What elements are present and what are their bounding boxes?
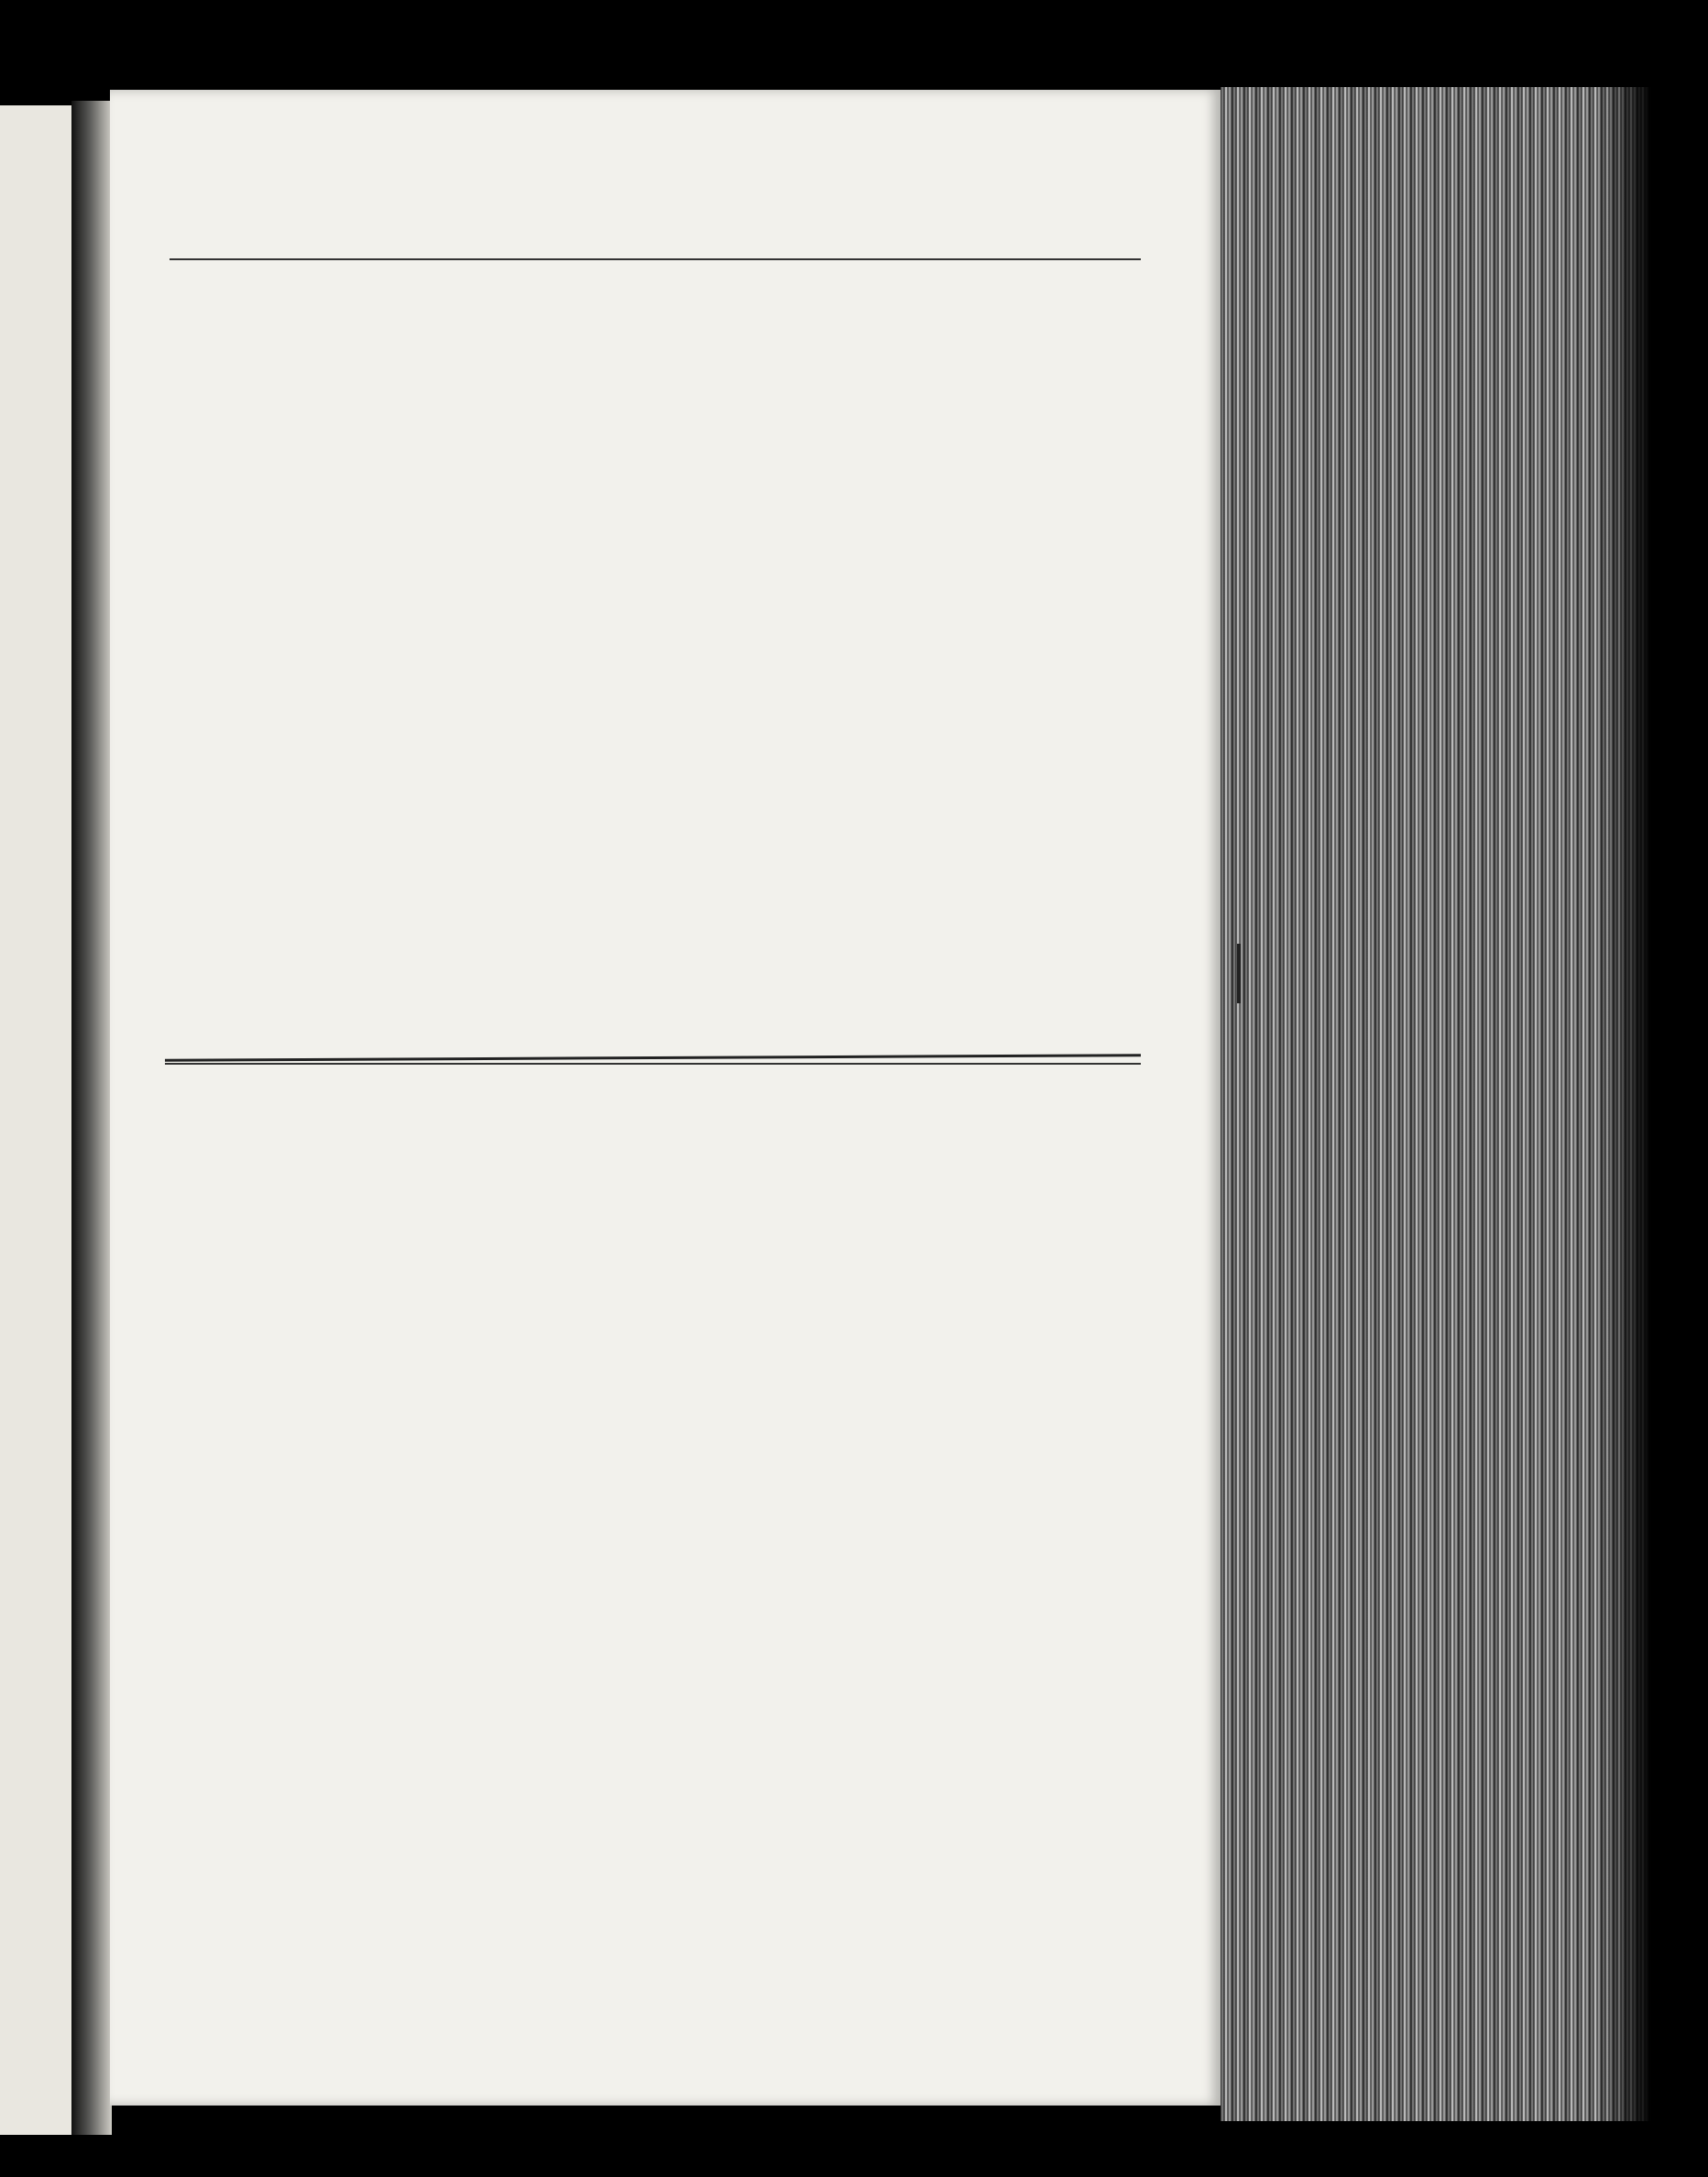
book-page-edges xyxy=(1221,87,1651,2121)
right-page xyxy=(110,90,1221,2106)
pencil-mark xyxy=(1237,944,1241,1003)
running-header xyxy=(174,209,1136,249)
left-page xyxy=(0,105,71,2135)
strikethrough-line xyxy=(165,1063,1141,1065)
book-gutter xyxy=(71,101,112,2135)
header-rule xyxy=(170,258,1141,260)
